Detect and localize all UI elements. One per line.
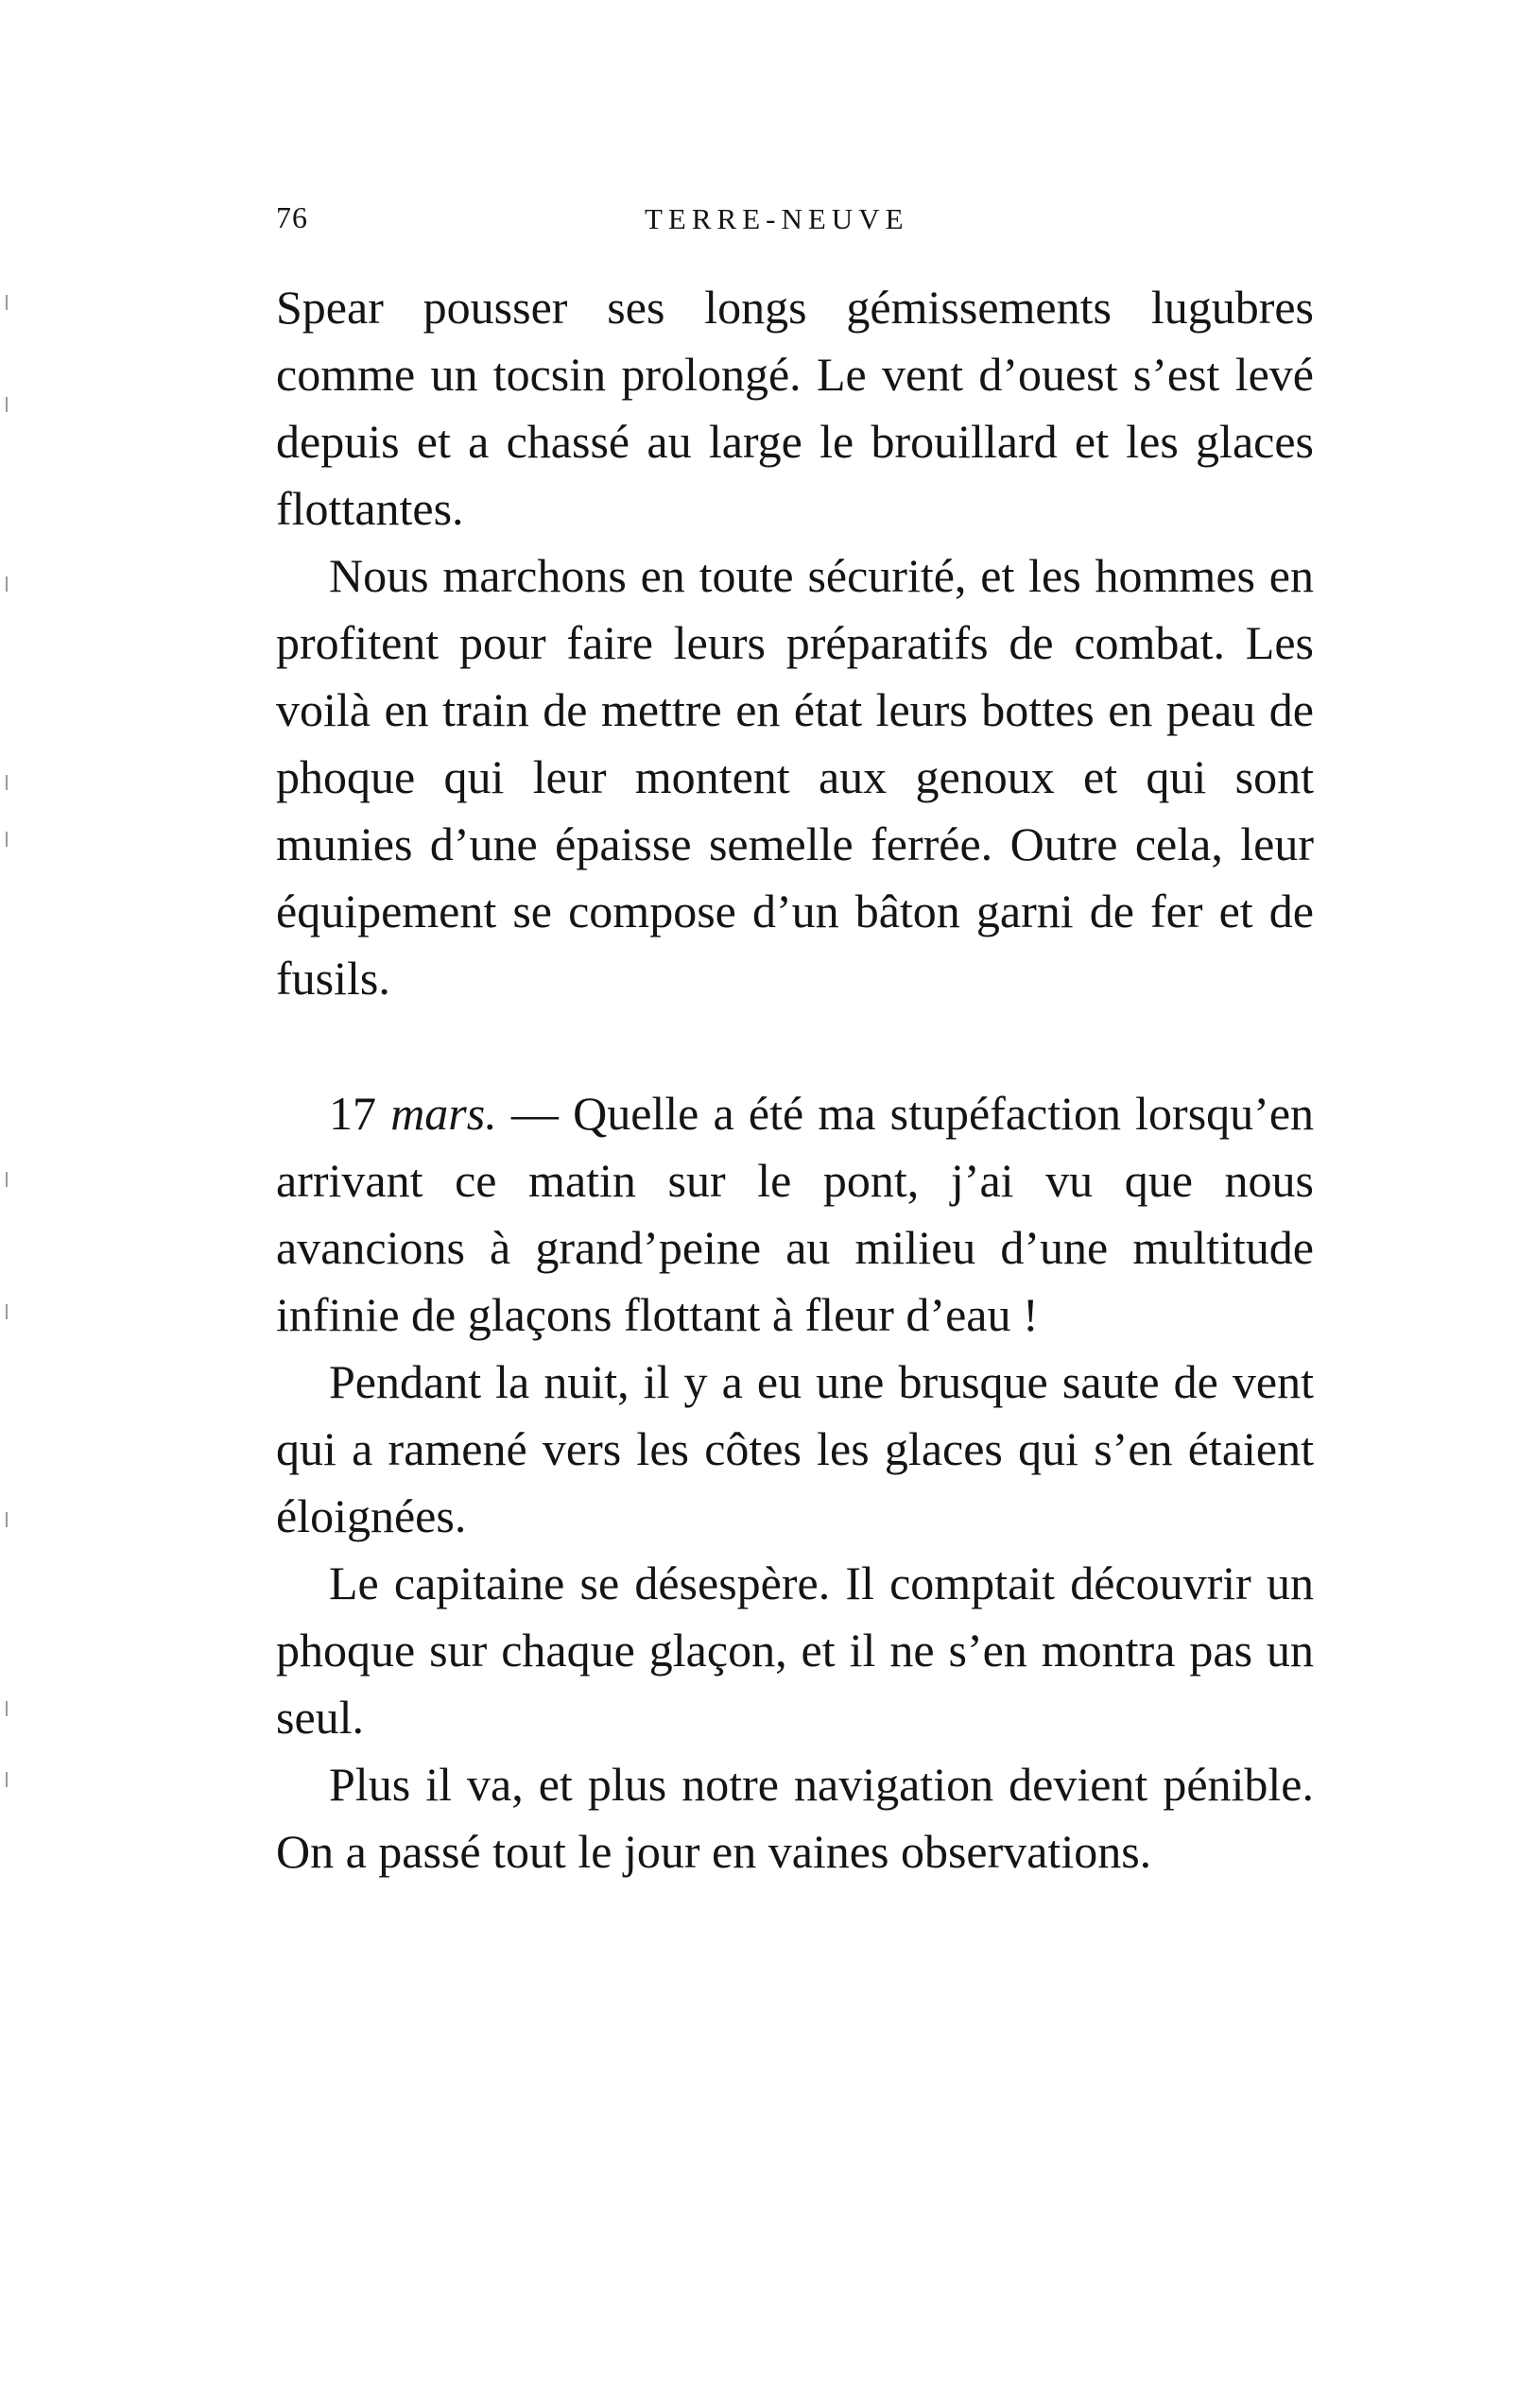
margin-mark [6,1172,8,1187]
body-text [276,274,1314,1885]
date-day: 17 [329,1087,376,1140]
paragraph-4: Pendant la nuit, il y a eu une brusque saute de vent qui a ramené vers les côtes les glaces qui s’en étaient éloignées. [276,1355,1314,1542]
page-number: 76 [276,200,308,234]
date-month: mars. [390,1087,497,1140]
running-title: TERRE-NEUVE [645,202,909,235]
section-spacer [276,1012,1314,1080]
paragraph-1: Spear pousser ses longs gémissements lugubres comme un tocsin prolongé. Le vent d’ouest s’est levé depuis et a chassé au large le brouillard et les glaces flottantes. [276,281,1314,535]
page-header [276,200,1314,248]
paragraph-5: Le capitaine se désespère. Il comptait découvrir un phoque sur chaque glaçon, et il ne s’en montra pas un seul. [276,1557,1314,1744]
margin-mark [6,295,8,310]
margin-mark [6,576,8,592]
margin-mark [6,1701,8,1716]
margin-mark [6,1304,8,1319]
margin-mark [6,1512,8,1527]
paragraph-6: Plus il va, et plus notre navigation devient pénible. On a passé tout le jour en vaines observations. [276,1758,1314,1878]
paragraph-3-text: — Quelle a été ma stupéfaction lorsqu’en arrivant ce matin sur le pont, j’ai vu que nous avancions à grand’peine au milieu d’une multitude infinie de glaçons flottant à fleur d’eau ! [276,1087,1315,1341]
paragraph-2: Nous marchons en toute sécurité, et les hommes en profitent pour faire leurs préparatifs de combat. Les voilà en train de mettre en état leurs bottes en peau de phoque qui leur montent aux genoux et qui sont munies d’une épaisse semelle ferrée. Outre cela, leur équipement se compose d’un bâton garni de fer et de fusils. [276,549,1314,1005]
margin-mark [6,775,8,790]
margin-mark [6,1772,8,1787]
margin-mark [6,397,8,412]
scan-margin-marks [6,284,11,1843]
paragraph-3 [276,1080,1314,1349]
margin-mark [6,832,8,847]
